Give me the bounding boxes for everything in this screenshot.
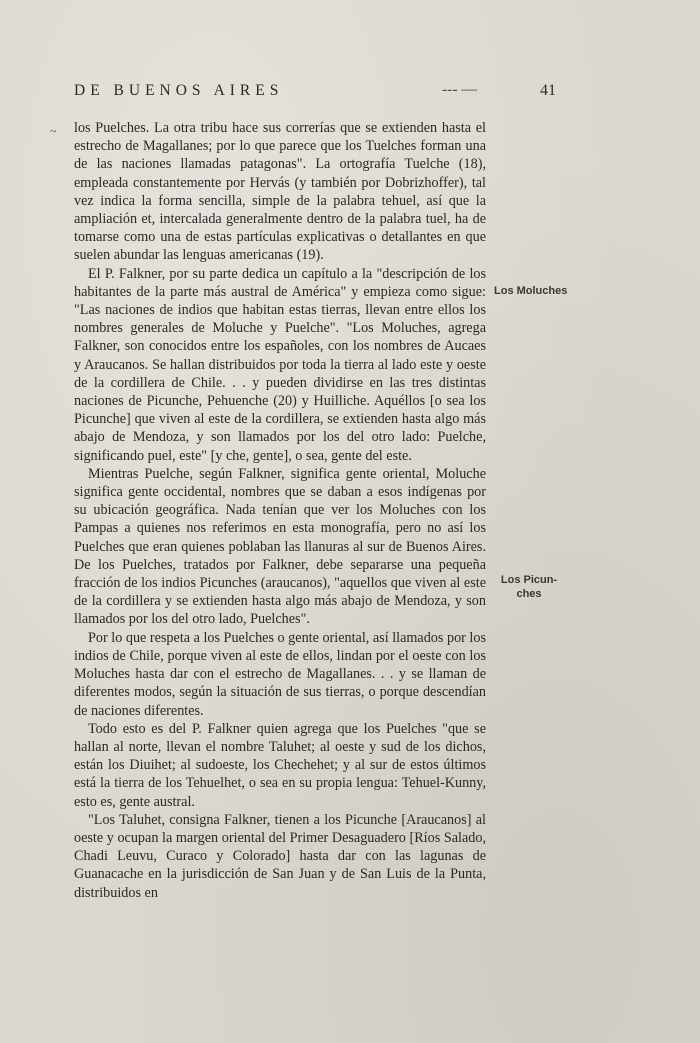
header-dash: --- —	[442, 81, 477, 98]
body-text	[74, 119, 486, 902]
paragraph-4: Por lo que respeta a los Puelches o gente oriental, así llamados por los indios de Chile, porque viven al este de ellos, lindan por el oeste con los Moluches hasta dar con el estrecho de Magallanes. . . y se llaman de diferentes modos, según la situación de sus tierras, o porque descendían de naciones diferentes.	[74, 629, 486, 719]
paragraph-5: Todo esto es del P. Falkner quien agrega que los Puelches "que se hallan al norte, llevan el nombre Taluhet; al oeste y sud de los dichos, están los Diuihet; al sudoeste, los Chechehet; y al sur de estos últimos está la tierra de los Tehuelhet, o sea en su propia lengua: Tehuel-Kunny, esto es, gente austral.	[74, 720, 486, 810]
margin-note-moluches: Los Moluches	[494, 285, 568, 297]
paragraph-6: "Los Taluhet, consigna Falkner, tienen a los Picunche [Araucanos] al oeste y ocupan la margen oriental del Primer Desaguadero [Ríos Salado, Chadi Leuvu, Curaco y Colorado] hasta dar con las lagunas de Guanacache en la jurisdicción de San Juan y de San Luis de la Punta, distribuidos en	[74, 811, 486, 901]
paragraph-1: los Puelches. La otra tribu hace sus correrías que se extienden hasta el estrecho de Magallanes; por lo que parece que los Tuelches forman una de las naciones llamadas patagonas". La ortografía Tuelche (18), empleada constantemente por Hervás (y también por Dobrizhoffer), tal vez indica la forma sencilla, simple de la palabra tehuel, así que la ampliación et, intercalada generalmente dentro de la palabra tuel, ha de tomarse como una de estas partículas explicativas o detallantes en que suelen abundar las lenguas americanas (19).	[74, 120, 486, 264]
paragraph-2: El P. Falkner, por su parte dedica un capítulo a la "descripción de los habitantes de la parte más austral de América" y empieza como sigue: "Las naciones de indios que habitan estas tierras, llevan entre ellos los nombres generales de Moluche y Puelche". "Los Moluches, agrega Falkner, son conocidos entre los españoles, con los nombres de Aucaes y Araucanos. Se hallan distribuidos por toda la tierra al lado este y oeste de la cordillera de Chile. . . y pueden dividirse en las tres distintas naciones de Picunche, Pehuenche (20) y Huilliche. Aquéllos [o sea los Picunche] que viven al este de la cordillera, se extienden hasta algo más abajo de Mendoza, y son llamados por los del otro lado: Puelche, significando puel, este" [y che, gente], o sea, gente del este.	[74, 265, 486, 464]
page-number: 41	[540, 82, 556, 99]
margin-tick: ~	[50, 124, 57, 138]
paragraph-3: Mientras Puelche, según Falkner, significa gente oriental, Moluche significa gente occidental, nombres que se daban a esos indígenas por su ubicación geográfica. Nada tenían que ver los Moluches con los Pampas a quienes nos referimos en esta monografía, pero no así los Puelches que eran quienes poblaban las llanuras al sur de Buenos Aires. De los Puelches, tratados por Falkner, debe separarse una pequeña fracción de los indios Picunches (araucanos), "aquellos que viven al este de la cordillera y se extienden hasta algo más abajo de Mendoza, y son llamados por los del otro lado, Puelches".	[74, 465, 486, 628]
running-title: DE BUENOS AIRES	[74, 82, 284, 99]
margin-note-picunches: Los Picun-ches	[500, 574, 558, 600]
running-header	[74, 81, 556, 104]
